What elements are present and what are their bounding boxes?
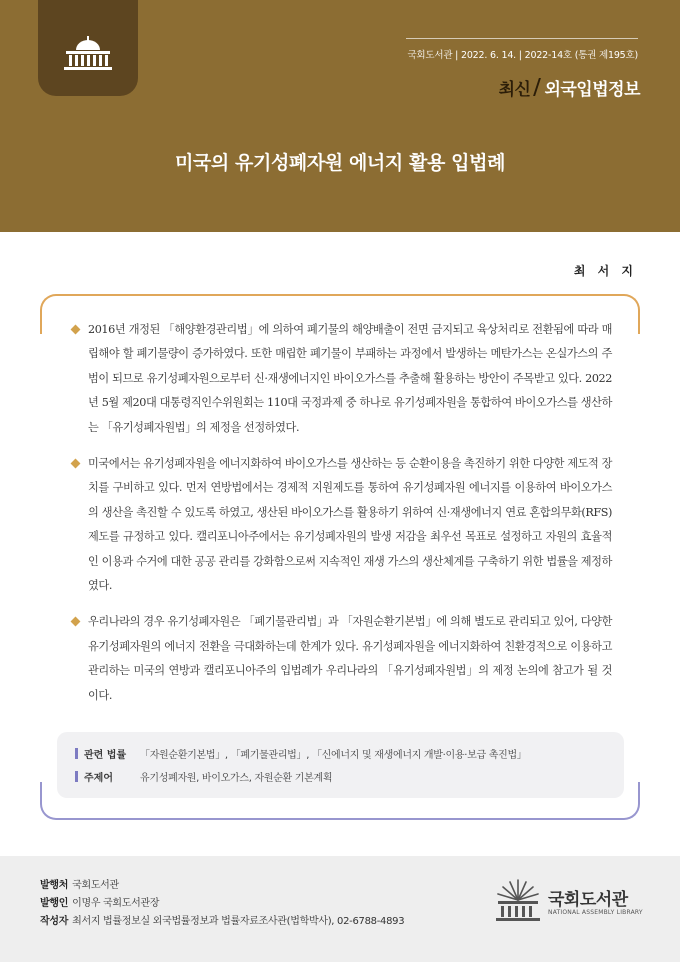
related-laws-value: 「자원순환기본법」, 「폐기물관리법」, 「신에너지 및 재생에너지 개발·이용·보급 촉진법」 — [140, 750, 527, 761]
summary-item — [72, 318, 612, 440]
brand-new: 최신 — [498, 79, 531, 100]
publisher-row — [40, 876, 119, 891]
header-banner — [0, 0, 680, 232]
series-brand — [499, 74, 640, 100]
related-laws-row — [75, 746, 527, 761]
library-sunburst-building-icon — [492, 876, 544, 926]
writer-label: 작성자 — [40, 916, 69, 927]
diamond-bullet-icon — [71, 617, 81, 627]
summary-item — [72, 610, 612, 708]
writer-value: 최서지 법률정보실 외국법률정보과 법률자료조사관(법학박사), 02-6788-4893 — [72, 916, 405, 927]
diamond-bullet-icon — [71, 325, 81, 335]
row-marker — [75, 748, 78, 759]
library-name: 국회도서관 — [548, 890, 628, 910]
summary-list — [72, 318, 612, 720]
subject-label: 주제어 — [84, 773, 113, 784]
summary-text: 우리나라의 경우 유기성폐자원은 「폐기물관리법」과 「자원순환기본법」에 의해 별도로 관리되고 있어, 다양한 유기성폐자원의 에너지 전환을 극대화하는데 한계가 있다. 유기성폐자원을 에너지화하여 친환경적으로 이용하고 관리하는 미국의 연방과 캘리포니아주의 입법례가 우리나라의 「유기성폐자원법」의 제정 논의에 참고가 될 것이다. — [88, 615, 612, 702]
row-marker — [75, 771, 78, 782]
issuer-label: 발행인 — [40, 898, 69, 909]
author-name: 최 서 지 — [573, 264, 637, 278]
issue-info: 국회도서관 | 2022. 6. 14. | 2022-14호 (통권 제195호) — [407, 50, 638, 61]
brand-main: 외국입법정보 — [544, 79, 640, 100]
subject-value: 유기성폐자원, 바이오가스, 자원순환 기본계획 — [140, 773, 333, 784]
brand-slash — [534, 78, 542, 96]
summary-frame-bottom — [40, 782, 640, 820]
related-laws-label: 관련 법률 — [84, 750, 127, 761]
summary-item — [72, 452, 612, 598]
issuer-row — [40, 894, 159, 909]
publisher-value: 국회도서관 — [72, 880, 119, 891]
publisher-label: 발행처 — [40, 880, 69, 891]
library-subtitle: NATIONAL ASSEMBLY LIBRARY — [548, 909, 643, 916]
diamond-bullet-icon — [71, 459, 81, 469]
page-title: 미국의 유기성폐자원 에너지 활용 입법례 — [174, 152, 506, 174]
national-assembly-dome-icon — [62, 36, 114, 70]
summary-text: 2016년 개정된 「해양환경관리법」에 의하여 폐기물의 해양배출이 전면 금지되고 육상처리로 전환됨에 따라 매립해야 할 폐기물량이 증가하였다. 또한 매립한 폐기물이 부패하는 과정에서 발생하는 메탄가스는 온실가스의 주범이 되므로 유기성폐자원으로부터 신·재생에너지인 바이오가스를 추출해 활용하는 방안이 주목받고 있다. 2022년 5월 제20대 대통령직인수위원회는 110대 국정과제 중 하나로 유기성폐자원을 통합하여 바이오가스를 생산하는 「유기성폐자원법」의 제정을 선정하였다. — [88, 323, 612, 434]
issuer-value: 이명우 국회도서관장 — [72, 898, 160, 909]
logo-tab — [38, 0, 138, 96]
writer-row — [40, 912, 404, 927]
issue-divider — [406, 38, 638, 39]
summary-text: 미국에서는 유기성폐자원을 에너지화하여 바이오가스를 생산하는 등 순환이용을 촉진하기 위한 다양한 제도적 장치를 구비하고 있다. 먼저 연방법에서는 경제적 지원제도를 통하여 유기성폐자원 에너지를 이용하여 바이오가스의 생산을 촉진할 수 있도록 하였고, 생산된 바이오가스를 활용하기 위하여 신·재생에너지 연료 혼합의무화(RFS) 제도를 규정하고 있다. 캘리포니아주에서는 유기성폐자원의 발생 저감을 최우선 목표로 설정하고 자원의 효율적인 이용과 수거에 대한 공공 관리를 강화함으로써 지속적인 재생 가스의 생산체계를 구축하기 위한 법률을 제정하였다. — [88, 457, 612, 593]
